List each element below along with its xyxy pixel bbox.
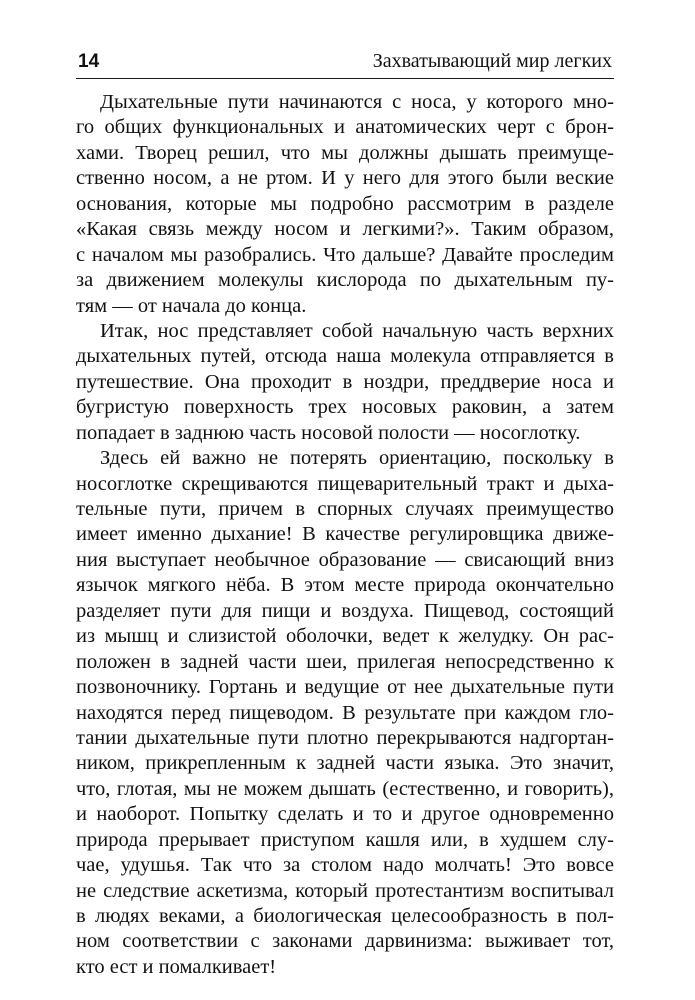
text-line: тании дыхательные пути плотно перекрываются надгортан- <box>76 726 614 749</box>
text-line: Итак, нос представляет собой начальную часть верхних <box>100 319 614 342</box>
paragraph <box>76 446 614 980</box>
text-line: не следствие аскетизма, который протестантизм воспитывал <box>76 879 614 902</box>
text-line: положен в задней части шеи, прилегая непосредственно к <box>76 650 614 673</box>
text-line: из мышц и слизистой оболочки, ведет к желудку. Он рас- <box>76 625 614 648</box>
text-line: позвоночнику. Гортань и ведущие от нее дыхательные пути <box>76 676 614 699</box>
text-line: ном соответствии с законами дарвинизма: выживает тот, <box>76 930 614 953</box>
text-line: тельные пути, причем в спорных случаях преимущество <box>76 498 614 520</box>
text-line: путешествие. Она проходит в ноздри, преддверие носа и <box>76 370 614 393</box>
text-line: язычок мягкого нёба. В этом месте природа окончательно <box>76 574 614 597</box>
text-line: носоглотке скрещиваются пищеварительный тракт и дыха- <box>76 472 614 495</box>
text-line: чае, удушья. Так что за столом надо молчать! Это вовсе <box>76 854 614 877</box>
text-line: дыхательных путей, отсюда наша молекула отправляется в <box>76 345 614 368</box>
text-line: имеет именно дыхание! В качестве регулировщика движе- <box>76 523 614 546</box>
text-line: Дыхательные пути начинаются с носа, у которого мно- <box>100 91 614 113</box>
text-line: Здесь ей важно не потерять ориентацию, поскольку в <box>100 447 614 470</box>
text-line: природа прерывает приступом кашля или, в худшем слу- <box>76 828 614 851</box>
running-title: Захватывающий мир легких <box>372 50 612 72</box>
text-line: разделяет пути для пищи и воздуха. Пищевод, состоящий <box>76 599 614 622</box>
text-line: го общих функциональных и анатомических черт с брон- <box>76 116 614 139</box>
text-line: находятся перед пищеводом. В результате при каждом гло- <box>76 701 614 724</box>
text-line: с началом мы разобрались. Что дальше? Давайте проследим <box>76 243 614 266</box>
paragraph <box>76 319 614 446</box>
text-line: бугристую поверхность трех носовых раковин, а затем <box>76 396 614 419</box>
text-line: «Какая связь между носом и легкими?». Таким образом, <box>76 218 614 241</box>
body-text <box>76 90 614 980</box>
text-line: ственно носом, а не ртом. И у него для этого были веские <box>76 167 614 190</box>
text-line: тям — от начала до конца. <box>76 294 307 317</box>
text-line: за движением молекулы кислорода по дыхательным пу- <box>76 269 614 292</box>
text-line: и наоборот. Попытку сделать и то и другое одновременно <box>76 803 614 826</box>
page-number: 14 <box>78 51 100 72</box>
text-line: хами. Творец решил, что мы должны дышать преимуще- <box>76 141 614 164</box>
text-line: ния выступает необычное образование — свисающий вниз <box>76 548 614 571</box>
paragraph <box>76 90 614 319</box>
text-line: в людях веками, а биологическая целесообразность в пол- <box>76 905 614 927</box>
text-line: основания, которые мы подробно рассмотрим в разделе <box>76 192 614 215</box>
text-line: что, глотая, мы не можем дышать (естественно, и говорить), <box>76 777 614 800</box>
text-line: попадает в заднюю часть носовой полости — носоглотку. <box>76 421 581 444</box>
text-line: ником, прикрепленным к задней части языка. Это значит, <box>76 752 614 775</box>
text-line: кто ест и помалкивает! <box>76 955 277 978</box>
page-header <box>76 46 614 79</box>
